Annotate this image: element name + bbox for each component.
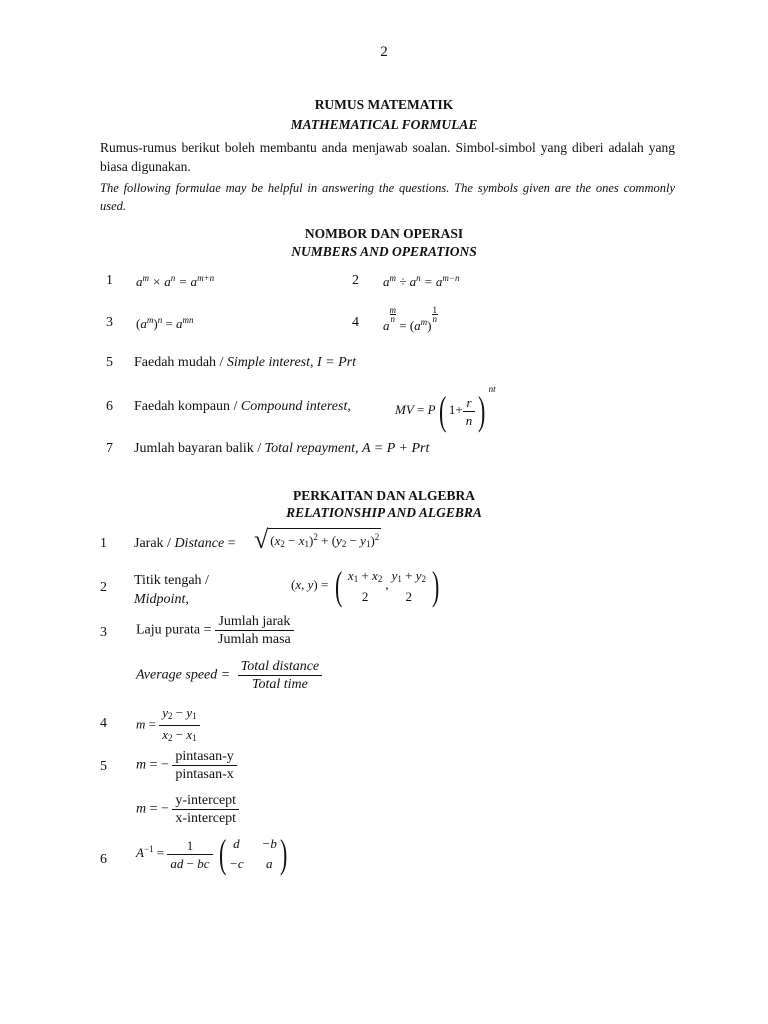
label-malay: Faedah kompaun / (134, 399, 238, 414)
item-number: 5 (106, 355, 113, 370)
intro-malay: Rumus-rumus berikut boleh membantu anda menjawab soalan. Simbol-simbol yang diberi adalah yang biasa digunakan. (100, 140, 675, 174)
simple-interest-row: Faedah mudah / Simple interest, I = Prt (134, 355, 356, 370)
label-english: Compound interest (240, 399, 348, 414)
formula-power-of-power: $(a^m)^n = a^{mn}$ (136, 315, 194, 331)
item-number: 3 (100, 625, 107, 640)
formula-distance: √ $(x_2 - x_1)^2 + (y_2 - y_1)^2$ (254, 525, 380, 554)
numerator-en: Total distance (240, 659, 320, 674)
label-english: Total repayment (264, 441, 355, 456)
formula-inverse-matrix: $A^{-1}$ = $\frac{1}{ad - bc}$ ( d −b −c a ) (136, 831, 288, 876)
item-number: 3 (106, 315, 113, 330)
item-number: 5 (100, 759, 107, 774)
formula-compound-interest: MV = P( 1+ $\frac{r}{n}$ ) $^{nt}$ (395, 384, 496, 434)
numerator: Jumlah jarak (218, 614, 291, 629)
page-title-en: MATHEMATICAL FORMULAE (290, 117, 478, 132)
section-title-numbers: NOMBOR DAN OPERASI (304, 226, 464, 241)
denominator: Jumlah masa (215, 630, 294, 648)
item-number: 7 (106, 441, 113, 456)
formula-gradient-intercept-ms: m = − $\frac{\text{pintasan-y}}{\text{pintasan-x}}$ (136, 748, 237, 783)
label-malay: Laju purata (136, 622, 201, 638)
formula-gradient-points: m = $\frac{y_2 - y_1}{x_2 - x_1}$ (136, 704, 200, 747)
formula-exponent-quotient: $a^m \div a^n = a^{m-n}$ (383, 273, 460, 289)
label-malay: Faedah mudah / (134, 355, 224, 370)
intro-english: The following formulae may be helpful in answering the questions. The symbols given are the ones commonly used. (100, 181, 675, 213)
item-number: 4 (100, 716, 107, 731)
numerator: pintasan-y (175, 749, 234, 764)
formula-simple-interest: I = Prt (317, 355, 356, 370)
item-number: 6 (100, 852, 107, 867)
formula-midpoint: (x, y) = ( $x_1 + x_2$ 2 , $y_1 + y_2$ 2 ) (291, 563, 440, 608)
item-number: 1 (100, 536, 107, 551)
section-title-algebra: PERKAITAN DAN ALGEBRA (292, 488, 476, 503)
label-english: Simple interest (226, 355, 310, 370)
label-english: Midpoint (134, 592, 186, 607)
label-malay: Titik tengah / (134, 573, 209, 588)
denominator: pintasan-x (172, 765, 236, 783)
formula-average-speed-en: Average speed = $\frac{\text{Total distance}}{\text{Total time}}$ (136, 658, 322, 693)
numerator-en: y-intercept (175, 793, 237, 808)
label-english: Distance (174, 536, 225, 551)
page-title: RUMUS MATEMATIK (314, 97, 454, 112)
total-repayment-row: Jumlah bayaran balik / Total repayment, A = P + Prt (134, 441, 430, 456)
label-english: Average speed (136, 667, 218, 683)
item-number: 4 (352, 315, 359, 330)
denominator-en: x-intercept (172, 809, 239, 827)
item-number: 2 (100, 580, 107, 595)
section-title-algebra-en: RELATIONSHIP AND ALGEBRA (286, 505, 482, 520)
label-malay: Jarak / (134, 536, 171, 551)
item-number: 2 (352, 273, 359, 288)
formula-fractional-exponent: $a\frac{m}{n} = (a^m)1$ n (383, 305, 438, 333)
formula-average-speed-ms: Laju purata = $\frac{\text{Jumlah jarak}}{\text{Jumlah masa}}$ (136, 613, 294, 648)
midpoint-label: Titik tengah / Midpoint, (134, 573, 209, 607)
formula-gradient-intercept-en: m = − $\frac{\text{y-intercept}}{\text{x-intercept}}$ (136, 792, 239, 827)
page-number: 2 (380, 44, 388, 60)
section-title-numbers-en: NUMBERS AND OPERATIONS (291, 244, 477, 259)
formula-total-repayment: A = P + Prt (362, 441, 430, 456)
item-number: 6 (106, 399, 113, 414)
distance-label: Jarak / Distance = (134, 536, 236, 551)
item-number: 1 (106, 273, 113, 288)
compound-interest-row: Faedah kompaun / Compound interest, (134, 399, 351, 414)
denominator-en: Total time (238, 675, 322, 693)
formula-exponent-product: $a^m \times a^n = a^{m+n}$ (136, 273, 215, 289)
label-malay: Jumlah bayaran balik / (134, 441, 262, 456)
